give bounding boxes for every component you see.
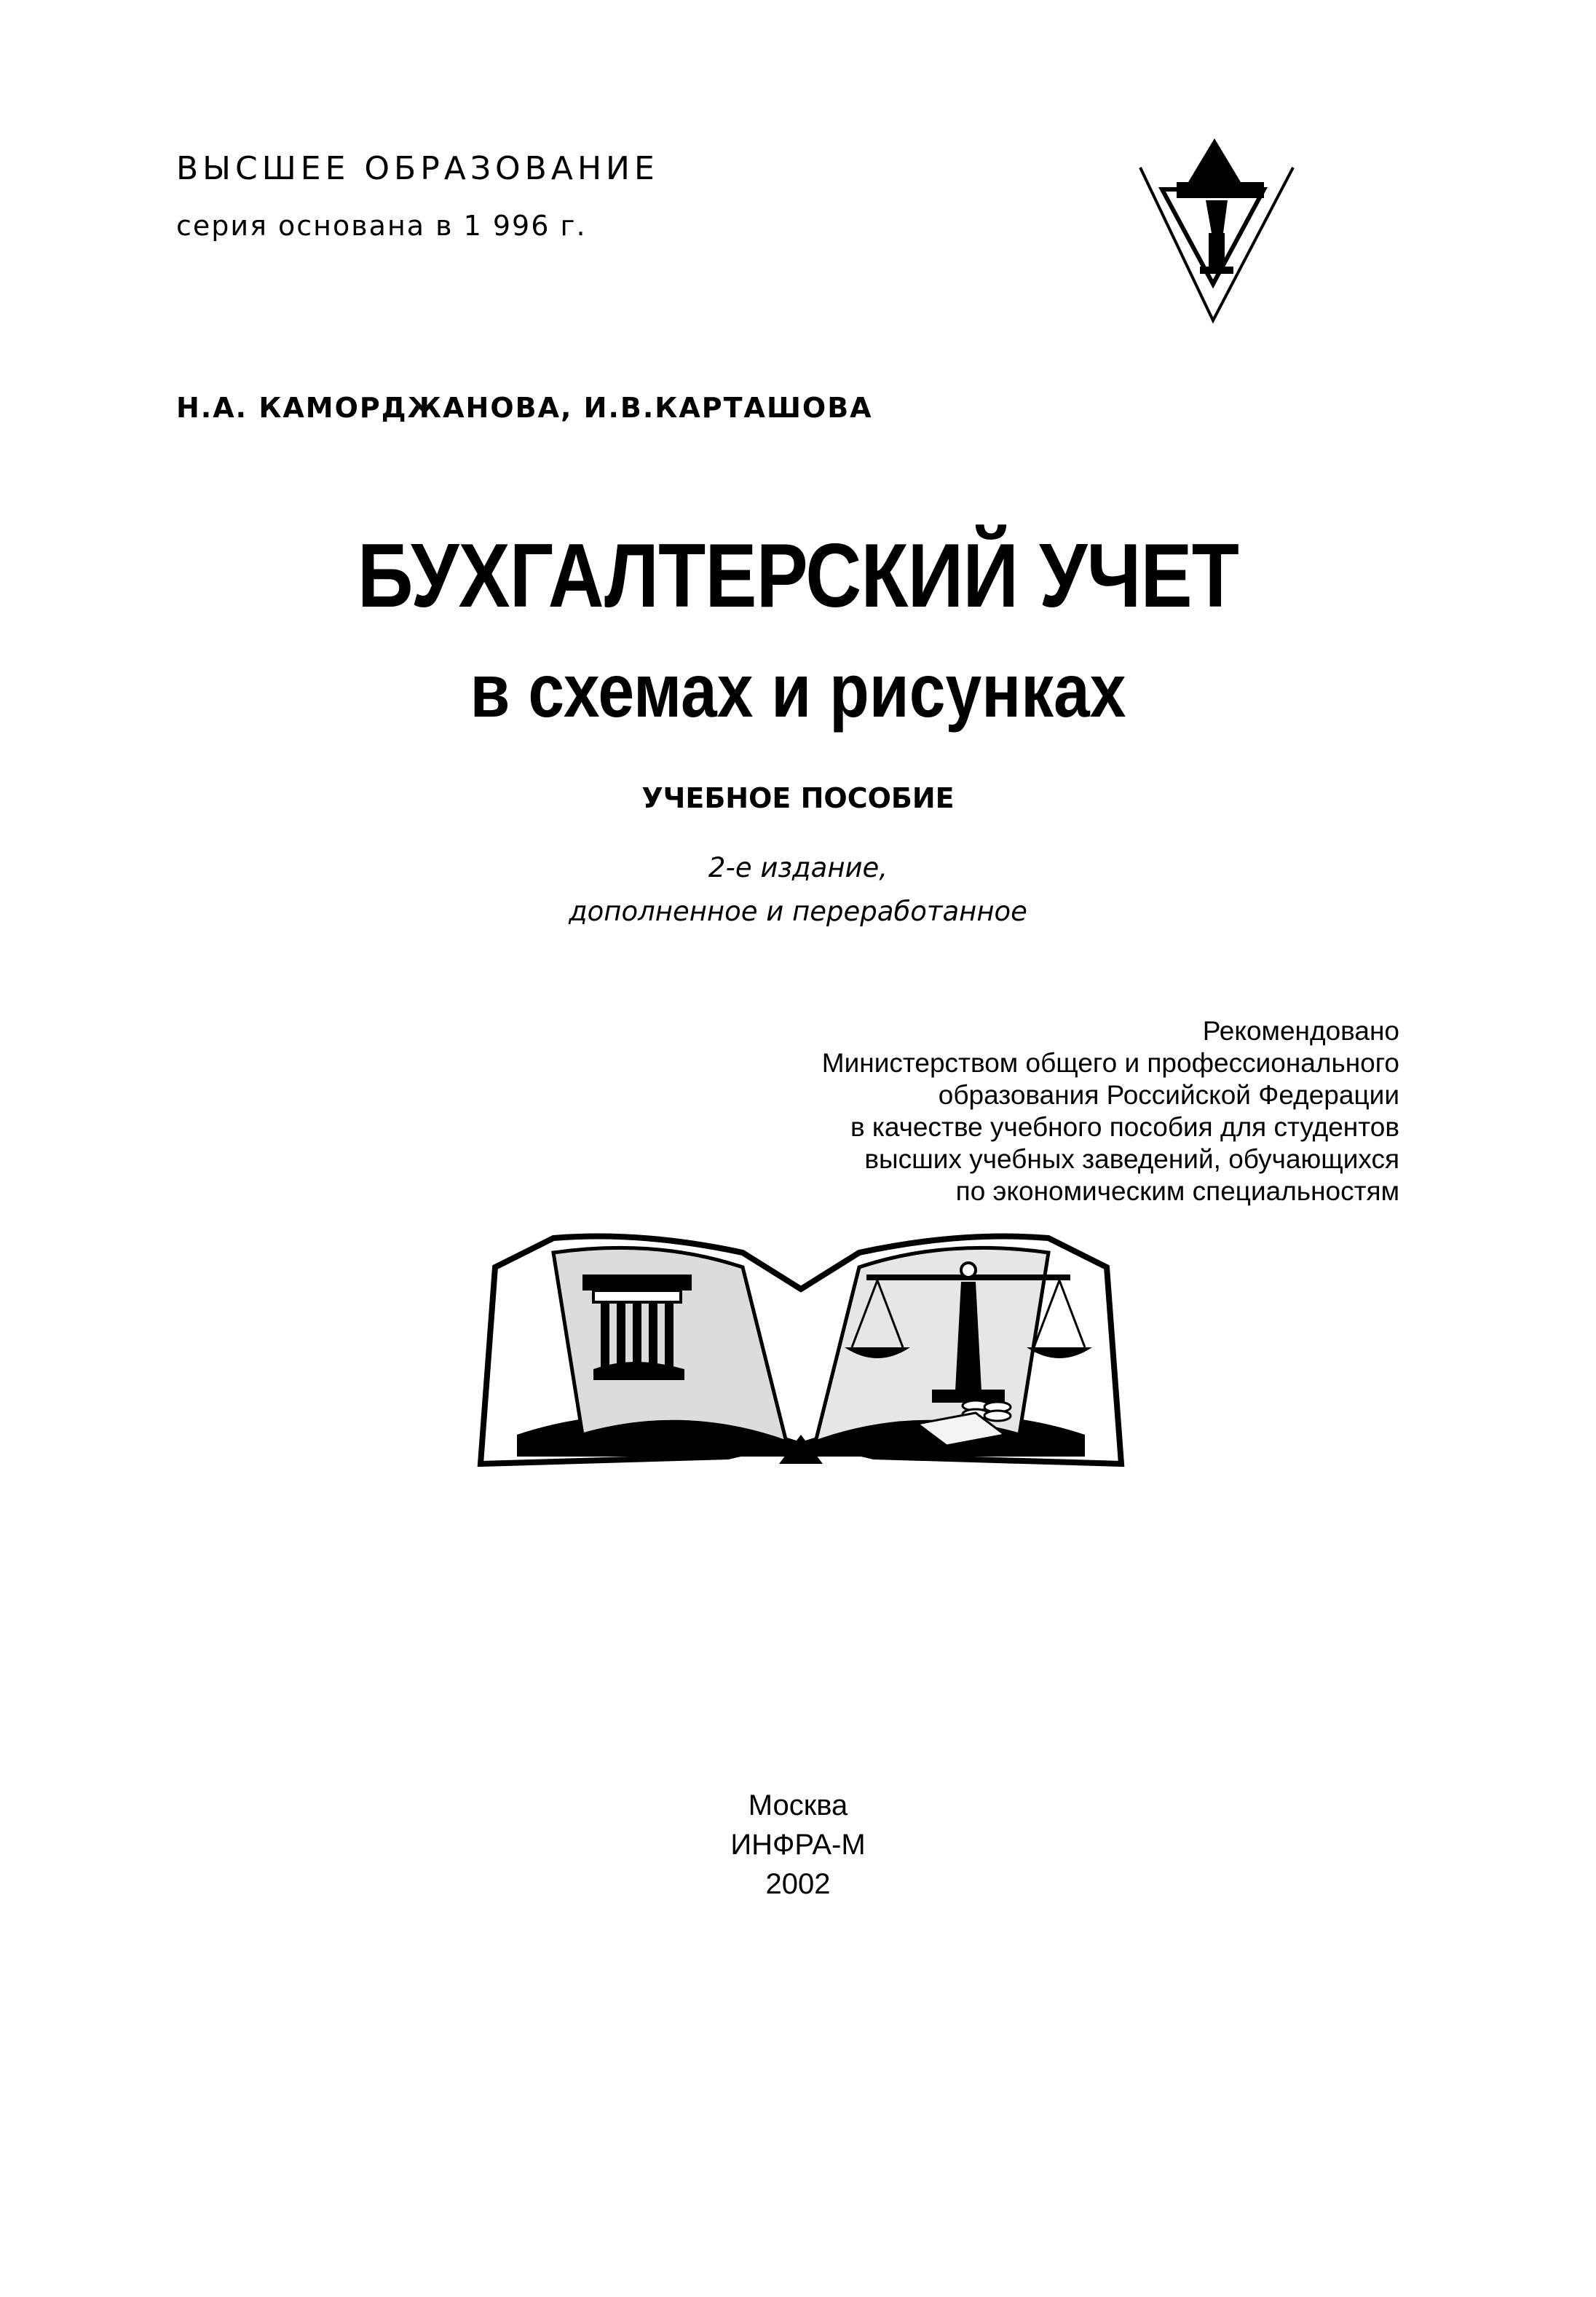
recommendation-line: высших учебных заведений, обучающихся (864, 1144, 1399, 1174)
edition-line2: дополненное и переработанное (569, 896, 1027, 927)
imprint (0, 1786, 1596, 1904)
series-founded: серия основана в 1 996 г. (176, 210, 587, 242)
book-title-line2: в схемах и рисунках (470, 649, 1126, 733)
recommendation-line: Рекомендовано (1202, 1016, 1399, 1046)
imprint-publisher: ИНФРА-М (730, 1829, 866, 1861)
recommendation (822, 1015, 1399, 1207)
publisher-logo-icon (1133, 138, 1300, 328)
recommendation-line: Министерством общего и профессионального (821, 1048, 1399, 1078)
book-type: УЧЕБНОЕ ПОСОБИЕ (641, 782, 955, 814)
imprint-year: 2002 (765, 1868, 831, 1900)
open-book-illustration (466, 1224, 1136, 1486)
book-title-line1: БУХГАЛТЕРСКИЙ УЧЕТ (357, 526, 1239, 626)
recommendation-line: образования Российской Федерации (938, 1080, 1399, 1110)
edition (0, 846, 1596, 934)
recommendation-line: по экономическим специальностям (955, 1176, 1399, 1206)
recommendation-line: в качестве учебного пособия для студентов (850, 1112, 1399, 1142)
edition-line1: 2-е издание, (708, 852, 888, 883)
series-title: ВЫСШЕЕ ОБРАЗОВАНИЕ (176, 150, 659, 187)
imprint-city: Москва (748, 1789, 848, 1821)
authors: Н.А. КАМОРДЖАНОВА, И.В.КАРТАШОВА (176, 392, 873, 424)
